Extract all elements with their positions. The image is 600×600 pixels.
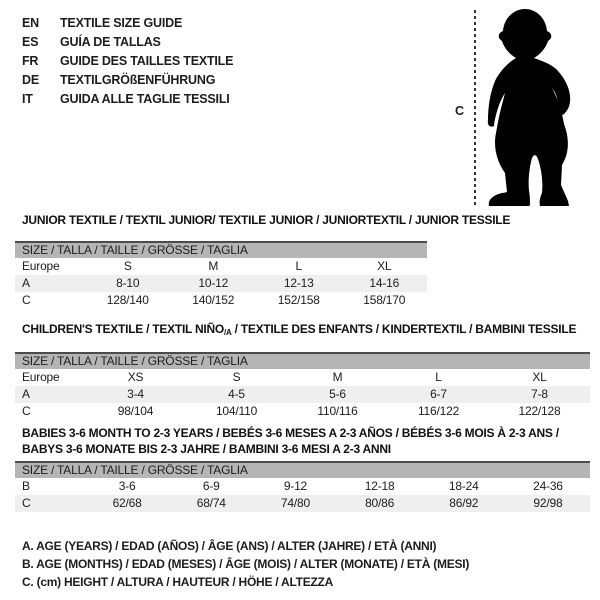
table-cell: 110/116 xyxy=(317,404,358,418)
language-code: FR xyxy=(22,54,39,68)
language-row xyxy=(22,33,233,52)
table-cell: XS xyxy=(127,370,144,384)
table-row xyxy=(15,403,590,420)
table-header: SIZE / TALLA / TAILLE / GRÖSSE / TAGLIA xyxy=(15,241,427,258)
table-title xyxy=(15,321,590,341)
table-cell: XL xyxy=(532,370,547,384)
table-cell: 12-13 xyxy=(283,276,314,290)
language-code: EN xyxy=(22,16,39,30)
size-table xyxy=(15,461,590,512)
table-row xyxy=(15,258,427,275)
table-cell: 104/110 xyxy=(215,404,258,418)
table-title-line xyxy=(22,321,590,341)
table-cell: 86/92 xyxy=(449,496,479,510)
legend-line: B. AGE (MONTHS) / EDAD (MESES) / ÂGE (MOIS) / ALTER (MONATE) / ETÀ (MESI) xyxy=(22,557,470,571)
table-cell: 18-24 xyxy=(448,479,479,493)
language-row xyxy=(22,90,233,109)
table-cell: 98/104 xyxy=(117,404,154,418)
table-cell: M xyxy=(332,370,343,384)
language-list xyxy=(22,14,233,109)
table-cell: 8-10 xyxy=(116,276,140,290)
table-title-line xyxy=(22,425,590,441)
table-cell: 9-12 xyxy=(283,479,308,493)
language-code: ES xyxy=(22,35,39,49)
row-label: A xyxy=(22,387,30,401)
legend-line: C. (cm) HEIGHT / ALTURA / HAUTEUR / HÖHE / ALTEZZA xyxy=(22,575,334,589)
language-row xyxy=(22,52,233,71)
language-label: GUIDE DES TAILLES TEXTILE xyxy=(60,54,234,68)
table-cell: XL xyxy=(377,259,392,273)
row-label: Europe xyxy=(22,370,60,384)
table-cell: 5-6 xyxy=(329,387,346,401)
table-cell: 3-4 xyxy=(127,387,144,401)
table-cell: 62/68 xyxy=(112,496,142,510)
table-header: SIZE / TALLA / TAILLE / GRÖSSE / TAGLIA xyxy=(15,461,590,478)
table-cell: 6-7 xyxy=(430,387,447,401)
table-title-segment: CHILDREN'S TEXTILE / TEXTIL NIÑO xyxy=(22,322,224,336)
table-cell: 92/98 xyxy=(533,496,563,510)
table-title-segment: /A xyxy=(223,328,232,337)
language-code: DE xyxy=(22,73,39,87)
table-row xyxy=(15,275,427,292)
section-junior-textile xyxy=(15,212,511,309)
table-cell: 128/140 xyxy=(106,293,149,307)
legend-line: A. AGE (YEARS) / EDAD (AÑOS) / ÂGE (ANS) / ALTER (JAHRE) / ETÀ (ANNI) xyxy=(22,539,437,553)
language-label: GUIDA ALLE TAGLIE TESSILI xyxy=(60,92,230,106)
table-cell: S xyxy=(123,259,132,273)
toddler-silhouette-icon xyxy=(484,7,578,207)
section-babies-textile xyxy=(15,425,590,512)
table-cell: 80/86 xyxy=(365,496,395,510)
table-row xyxy=(15,495,590,512)
table-cell: 116/122 xyxy=(417,404,460,418)
row-label: C xyxy=(22,496,31,510)
size-table xyxy=(15,352,590,420)
language-row xyxy=(22,14,233,33)
language-row xyxy=(22,71,233,90)
table-title-line xyxy=(22,441,590,457)
table-title-line xyxy=(22,212,511,228)
table-cell: 158/170 xyxy=(363,293,406,307)
row-label: Europe xyxy=(22,259,60,273)
language-label: TEXTILE SIZE GUIDE xyxy=(60,16,183,30)
table-title-segment: JUNIOR TEXTILE / TEXTIL JUNIOR/ TEXTILE JUNIOR / JUNIORTEXTIL / JUNIOR TESSILE xyxy=(22,213,511,227)
table-cell: 140/152 xyxy=(192,293,235,307)
height-measure-dotted-line xyxy=(474,10,476,206)
language-label: GUÍA DE TALLAS xyxy=(60,35,161,49)
table-cell: 3-6 xyxy=(118,479,136,493)
table-cell: 10-12 xyxy=(198,276,229,290)
row-label: A xyxy=(22,276,30,290)
table-cell: S xyxy=(232,370,241,384)
section-childrens-textile xyxy=(15,321,590,420)
measure-label-c: C xyxy=(455,104,465,118)
table-header: SIZE / TALLA / TAILLE / GRÖSSE / TAGLIA xyxy=(15,352,590,369)
row-label: B xyxy=(22,479,30,493)
table-cell: 14-16 xyxy=(369,276,400,290)
table-title xyxy=(15,425,590,457)
table-row xyxy=(15,292,427,309)
size-table xyxy=(15,241,427,309)
table-title-segment: / TEXTILE DES ENFANTS / KINDERTEXTIL / BAMBINI TESSILE xyxy=(231,322,577,336)
table-cell: L xyxy=(295,259,302,273)
language-code: IT xyxy=(22,92,33,106)
table-cell: 68/74 xyxy=(196,496,226,510)
legend xyxy=(22,537,469,591)
language-label: TEXTILGRÖßENFÜHRUNG xyxy=(60,73,216,87)
row-label: C xyxy=(22,293,31,307)
table-cell: 122/128 xyxy=(518,404,561,418)
table-cell: 6-9 xyxy=(202,479,220,493)
row-label: C xyxy=(22,404,31,418)
table-title xyxy=(15,212,511,228)
table-title-segment: BABYS 3-6 MONATE BIS 2-3 JAHRE / BAMBINI 3-6 MESI A 2-3 ANNI xyxy=(22,442,391,456)
table-cell: 4-5 xyxy=(228,387,245,401)
table-title-segment: BABIES 3-6 MONTH TO 2-3 YEARS / BEBÉS 3-6 MESES A 2-3 AÑOS / BÉBÉS 3-6 MOIS À 2-3 ANS / xyxy=(22,426,559,440)
table-cell: 7-8 xyxy=(531,387,548,401)
table-row xyxy=(15,478,590,495)
table-cell: 152/158 xyxy=(277,293,320,307)
table-cell: M xyxy=(208,259,219,273)
table-row xyxy=(15,369,590,386)
table-cell: 24-36 xyxy=(533,479,563,493)
table-cell: L xyxy=(435,370,442,384)
table-cell: 74/80 xyxy=(280,496,310,510)
table-cell: 12-18 xyxy=(364,479,395,493)
table-row xyxy=(15,386,590,403)
